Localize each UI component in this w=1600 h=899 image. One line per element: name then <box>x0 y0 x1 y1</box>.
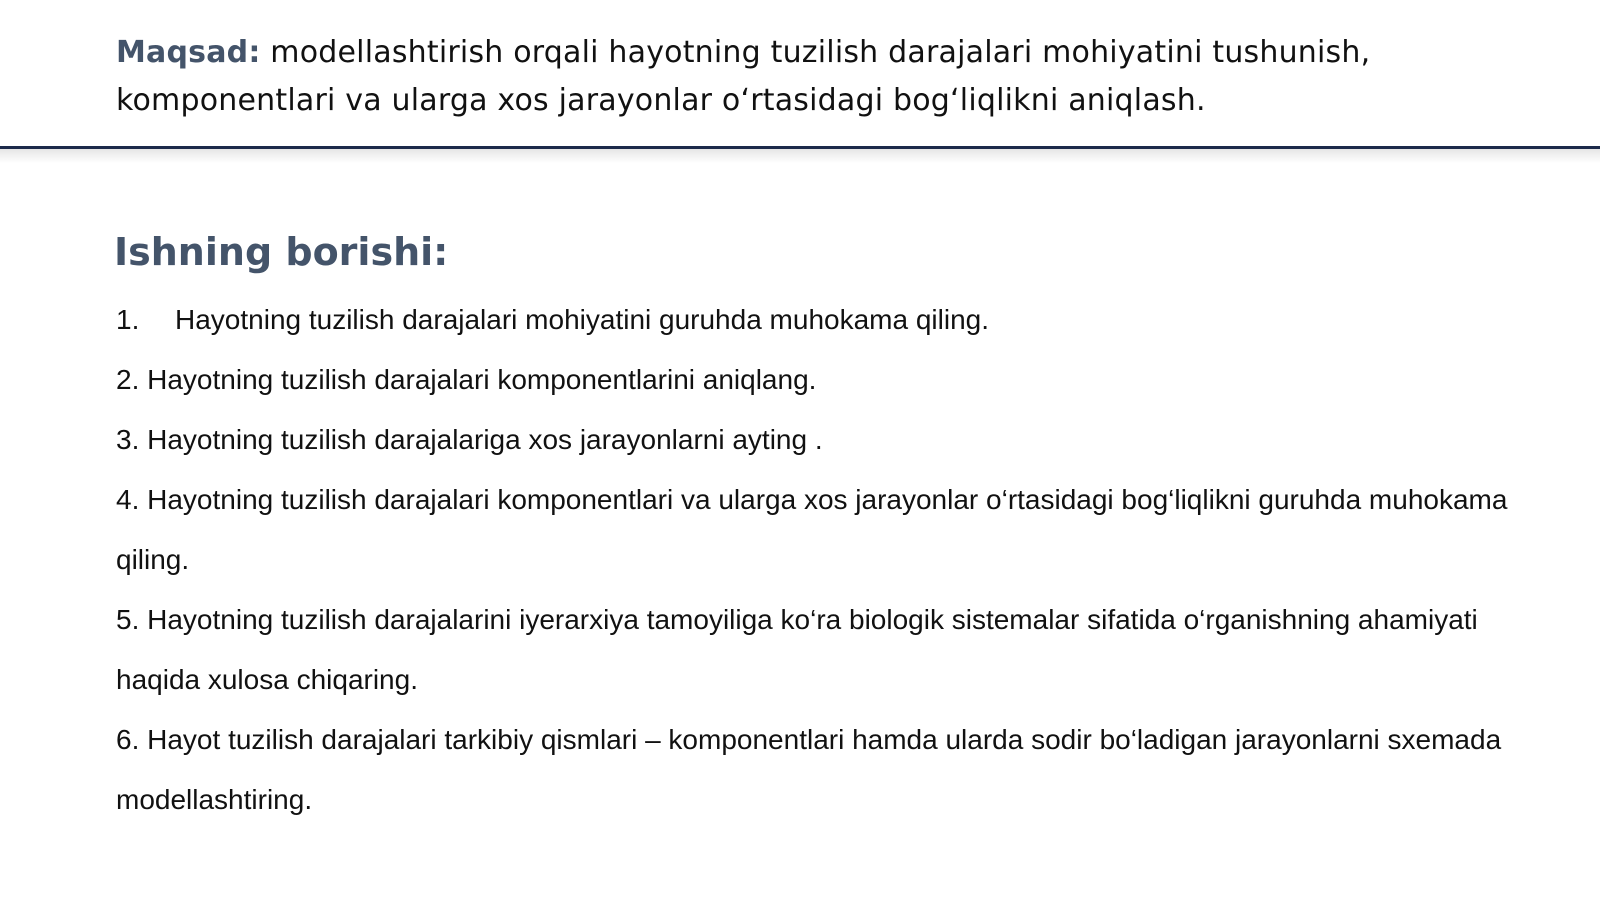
step-text: Hayotning tuzilish darajalari komponentlari va ularga xos jarayonlar o‘rtasidagi bog‘liqlikni guruhda muhokama qiling. <box>116 484 1508 575</box>
procedure-step <box>116 590 1516 710</box>
procedure-step <box>116 710 1516 830</box>
step-number: 3. <box>116 424 140 455</box>
procedure-step <box>116 350 1516 410</box>
step-text: Hayotning tuzilish darajalarini iyerarxiya tamoyiliga ko‘ra biologik sistemalar sifatida o‘rganishning ahamiyati haqida xulosa chiqaring. <box>116 604 1478 695</box>
goal-label: Maqsad: <box>116 35 261 70</box>
step-number: 5. <box>116 604 140 635</box>
goal-text: modellashtirish orqali hayotning tuzilish darajalari mohiyatini tushunish, komponentlari va ularga xos jarayonlar o‘rtasidagi bog‘liqlikni aniqlash. <box>116 35 1371 118</box>
procedure-step <box>116 410 1516 470</box>
procedure-steps <box>116 290 1516 830</box>
goal-statement <box>116 29 1556 125</box>
step-number: 4. <box>116 484 140 515</box>
procedure-title: Ishning borishi: <box>114 230 449 274</box>
step-text: Hayotning tuzilish darajalariga xos jarayonlarni ayting . <box>147 424 823 455</box>
step-text: Hayotning tuzilish darajalari mohiyatini guruhda muhokama qiling. <box>175 304 989 335</box>
step-text: Hayotning tuzilish darajalari komponentlarini aniqlang. <box>147 364 817 395</box>
goal-header <box>0 0 1600 148</box>
step-number: 1. <box>116 304 140 335</box>
step-number: 6. <box>116 724 140 755</box>
step-text: Hayot tuzilish darajalari tarkibiy qismlari – komponentlari hamda ularda sodir bo‘ladigan jarayonlarni sxemada modellashtiring. <box>116 724 1502 815</box>
procedure-step <box>116 470 1516 590</box>
procedure-step <box>116 290 1516 350</box>
header-divider-shadow <box>0 149 1600 163</box>
step-number: 2. <box>116 364 140 395</box>
